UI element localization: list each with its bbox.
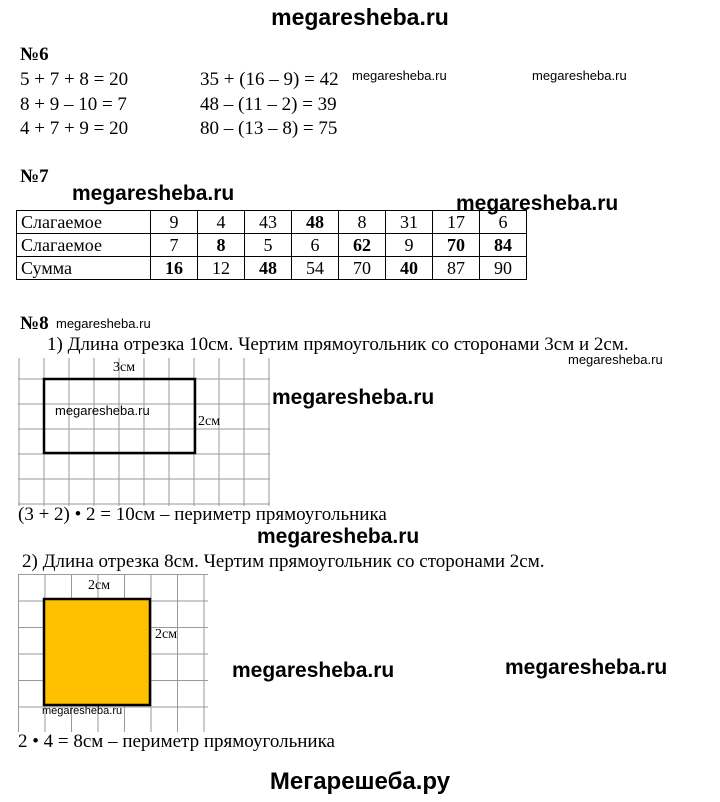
- table-cell: 62: [339, 234, 386, 257]
- watermark: megaresheba.ru: [272, 386, 435, 409]
- watermark: megaresheba.ru: [257, 525, 420, 548]
- watermark: megaresheba.ru: [505, 656, 668, 679]
- grid-rectangle-1: [18, 358, 270, 506]
- table-row: [17, 211, 527, 234]
- table-cell: 17: [433, 211, 480, 234]
- table-cell: 5: [245, 234, 292, 257]
- footer-site-title: Мегарешеба.ру: [269, 768, 451, 795]
- rect2-side-label: 2см: [155, 627, 178, 642]
- filled-square-2: [44, 599, 150, 705]
- watermark: megaresheba.ru: [42, 705, 123, 717]
- table-cell: 48: [292, 211, 339, 234]
- table-cell: 40: [386, 257, 433, 280]
- table-cell: 9: [386, 234, 433, 257]
- task8-part2-text: 2) Длина отрезка 8см. Чертим прямоугольник со сторонами 2см.: [22, 551, 545, 572]
- table-row: [17, 257, 527, 280]
- table-cell: 9: [151, 211, 198, 234]
- table-cell: 31: [386, 211, 433, 234]
- task6-right-1: 35 + (16 – 9) = 42: [200, 69, 339, 90]
- watermark: megaresheba.ru: [56, 316, 151, 331]
- task6-title: №6: [20, 44, 49, 65]
- table-cell: 54: [292, 257, 339, 280]
- table-cell: 70: [339, 257, 386, 280]
- table-cell: 87: [433, 257, 480, 280]
- table-row: [17, 234, 527, 257]
- table-cell: 4: [198, 211, 245, 234]
- table-cell: 8: [339, 211, 386, 234]
- table-cell: 48: [245, 257, 292, 280]
- watermark: megaresheba.ru: [55, 403, 150, 418]
- task8-part2-result: 2 • 4 = 8см – периметр прямоугольника: [18, 731, 335, 752]
- watermark: megaresheba.ru: [456, 192, 619, 215]
- task6-left-3: 4 + 7 + 9 = 20: [20, 118, 129, 139]
- table-cell: 16: [151, 257, 198, 280]
- task6-left-1: 5 + 7 + 8 = 20: [20, 69, 129, 90]
- sum-table: [16, 210, 527, 280]
- watermark: megaresheba.ru: [72, 182, 235, 205]
- watermark: megaresheba.ru: [352, 68, 447, 83]
- task8-part1-text: 1) Длина отрезка 10см. Чертим прямоугольник со сторонами 3см и 2см.: [47, 334, 629, 355]
- rect1-top-label: 3см: [113, 360, 136, 375]
- table-cell: 7: [151, 234, 198, 257]
- task7-title: №7: [20, 166, 49, 187]
- table-cell: 6: [292, 234, 339, 257]
- table-cell: 8: [198, 234, 245, 257]
- table-cell: 6: [480, 211, 527, 234]
- row-label: Сумма: [17, 257, 151, 280]
- task8-part1-result: (3 + 2) • 2 = 10см – периметр прямоугольника: [18, 504, 387, 525]
- table-cell: 90: [480, 257, 527, 280]
- task6-left-2: 8 + 9 – 10 = 7: [20, 94, 127, 115]
- task8-title: №8: [20, 313, 49, 334]
- watermark: megaresheba.ru: [232, 659, 395, 682]
- task6-right-3: 80 – (13 – 8) = 75: [200, 118, 338, 139]
- watermark: megaresheba.ru: [532, 68, 627, 83]
- table-cell: 43: [245, 211, 292, 234]
- table-cell: 12: [198, 257, 245, 280]
- row-label: Слагаемое: [17, 211, 151, 234]
- rect2-top-label: 2см: [88, 578, 111, 593]
- table-cell: 84: [480, 234, 527, 257]
- table-cell: 70: [433, 234, 480, 257]
- header-site-title: megaresheba.ru: [271, 4, 449, 30]
- rect1-side-label: 2см: [198, 414, 221, 429]
- row-label: Слагаемое: [17, 234, 151, 257]
- task6-right-2: 48 – (11 – 2) = 39: [200, 94, 337, 115]
- watermark: megaresheba.ru: [568, 352, 663, 367]
